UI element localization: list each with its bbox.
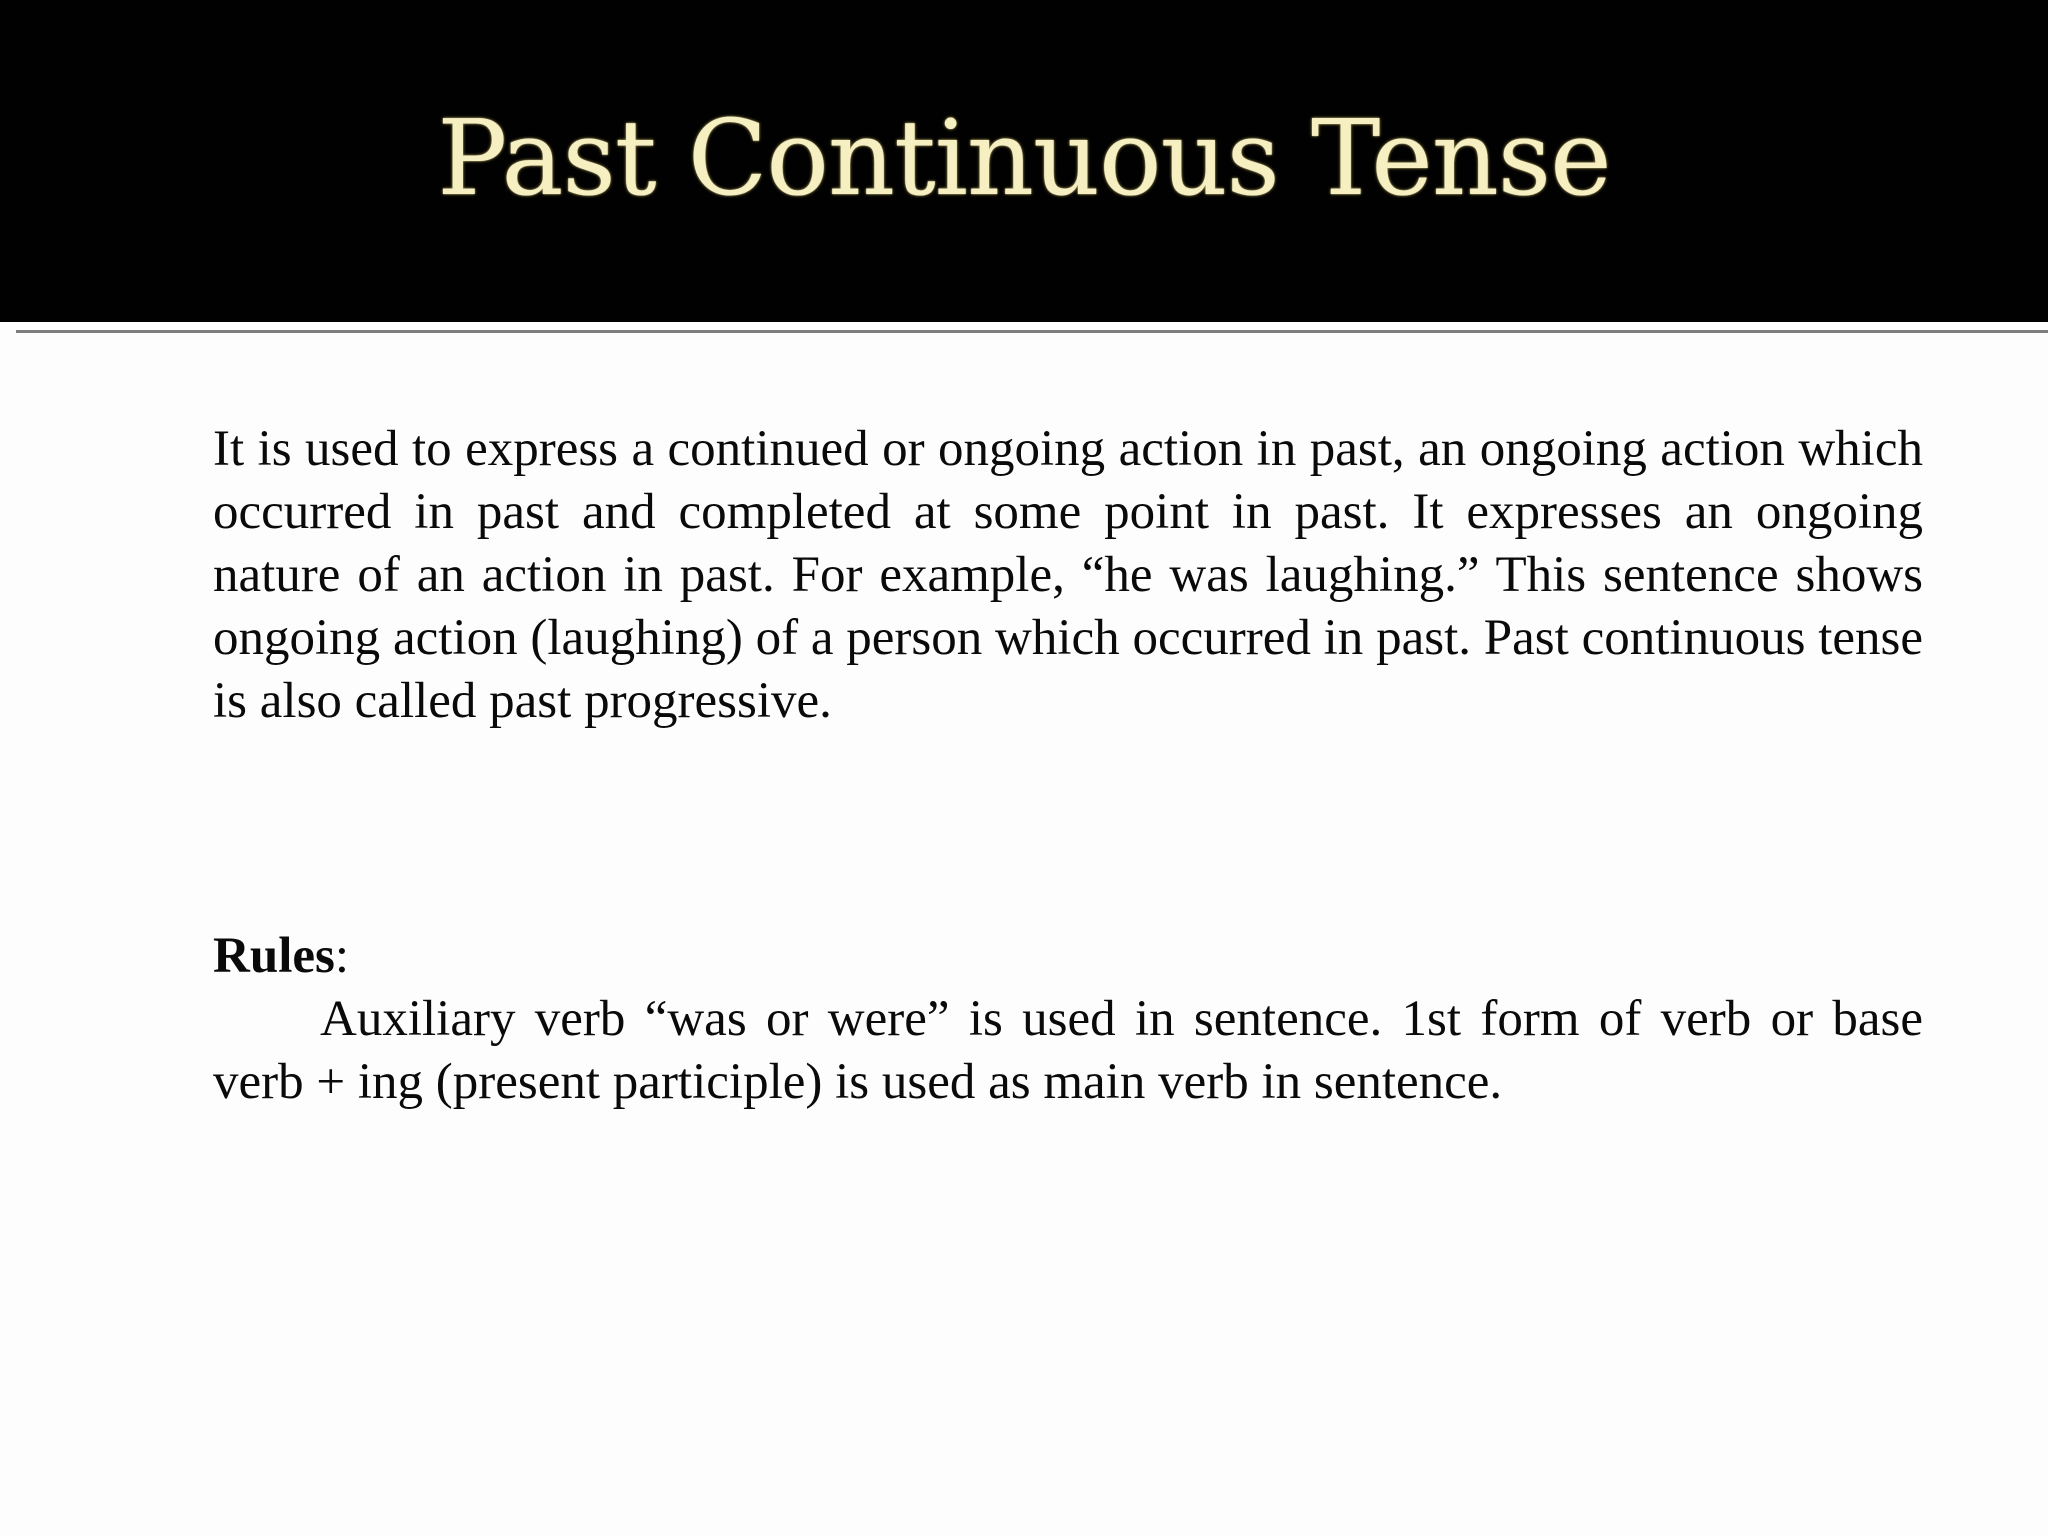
intro-paragraph: It is used to express a continued or ongoing action in past, an ongoing action which occurred in past and completed at some point in past. It expresses an ongoing nature of an action in past. For example, “he was laughing.” This sentence shows ongoing action (laughing) of a person which occurred in past. Past continuous tense is also called past progressive. <box>213 421 1923 729</box>
rules-heading-label: Rules <box>213 928 335 984</box>
rules-section <box>213 925 1923 1114</box>
title-divider <box>16 330 2048 333</box>
slide-title: Past Continuous Tense <box>437 97 1611 219</box>
rules-paragraph: Auxiliary verb “was or were” is used in sentence. 1st form of verb or base verb + ing (present participle) is used as main verb in sentence. <box>213 991 1923 1110</box>
rules-heading-colon: : <box>334 928 350 984</box>
rules-heading <box>213 925 1923 988</box>
title-band <box>0 0 2048 322</box>
